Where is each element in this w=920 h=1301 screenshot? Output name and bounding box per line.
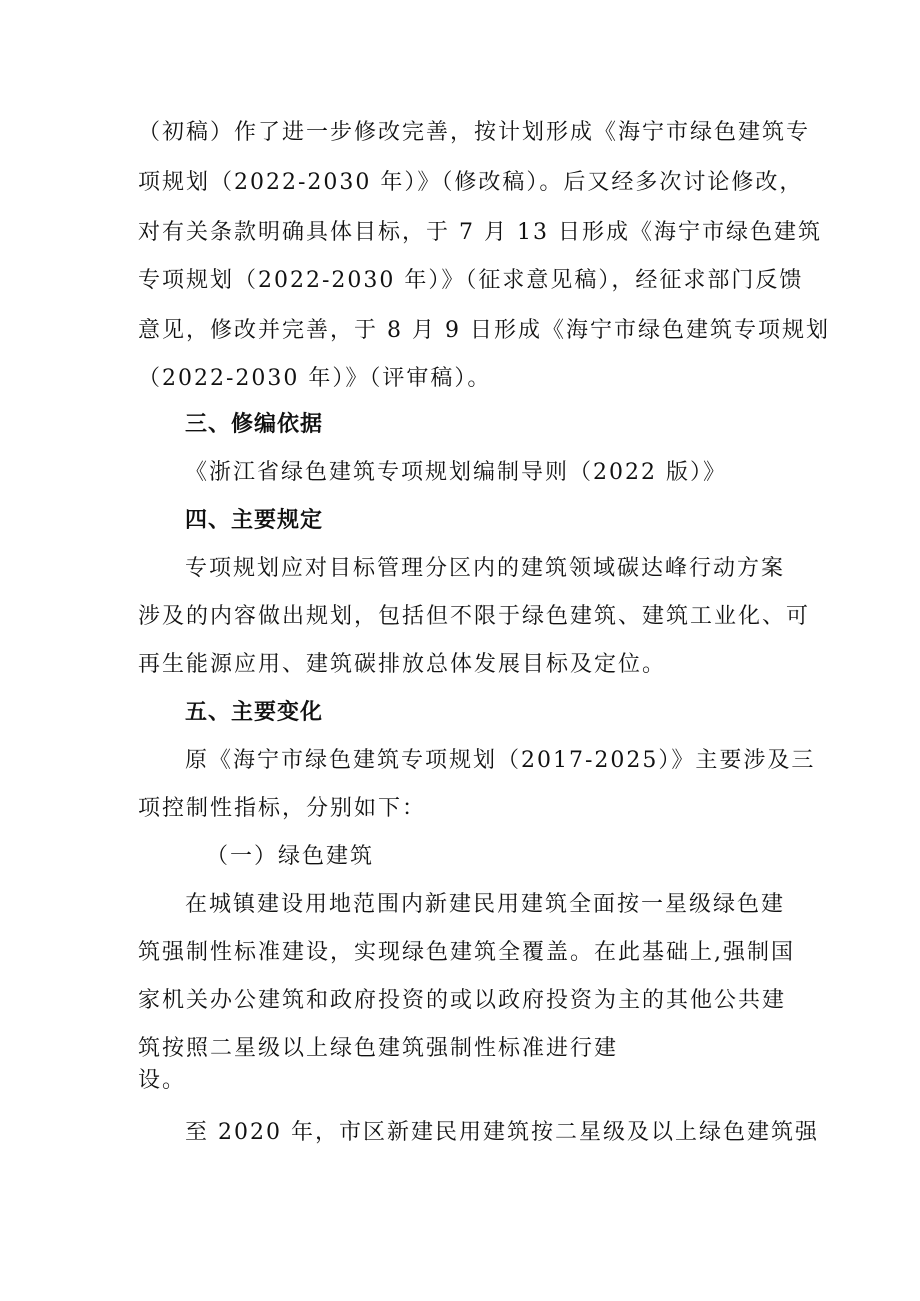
paragraph-line: 《浙江省绿色建筑专项规划编制导则（2022 版）》: [185, 460, 727, 485]
paragraph-line: 至 2020 年，市区新建民用建筑按二星级及以上绿色建筑强: [185, 1120, 819, 1145]
section-heading: 四、主要规定: [185, 508, 324, 533]
paragraph-line: （2022-2030 年）》（评审稿）。: [138, 366, 492, 391]
paragraph-line: 专项规划应对目标管理分区内的建筑领域碳达峰行动方案: [185, 556, 786, 581]
section-heading: 五、主要变化: [185, 700, 324, 725]
paragraph-line: （初稿）作了进一步修改完善，按计划形成《海宁市绿色建筑专: [138, 120, 811, 145]
paragraph-line: 对有关条款明确具体目标，于 7 月 13 日形成《海宁市绿色建筑: [138, 220, 822, 245]
paragraph-line: 再生能源应用、建筑碳排放总体发展目标及定位。: [138, 652, 667, 677]
paragraph-line: 项规划（2022-2030 年）》（修改稿）。后又经多次讨论修改，: [138, 170, 804, 195]
paragraph-line: 项控制性指标，分别如下：: [138, 796, 427, 821]
paragraph-line: 原《海宁市绿色建筑专项规划（2017-2025）》主要涉及三: [185, 748, 816, 773]
paragraph-line: 设。: [138, 1068, 187, 1093]
paragraph-line: 专项规划（2022-2030 年）》（征求意见稿），经征求部门反馈: [138, 268, 804, 293]
paragraph-line: 家机关办公建筑和政府投资的或以政府投资为主的其他公共建: [138, 988, 787, 1013]
paragraph-line: 意见，修改并完善，于 8 月 9 日形成《海宁市绿色建筑专项规划: [138, 318, 830, 343]
section-heading: 三、修编依据: [185, 412, 324, 437]
paragraph-line: 筑按照二星级以上绿色建筑强制性标准进行建: [138, 1036, 619, 1061]
paragraph-line: 筑强制性标准建设，实现绿色建筑全覆盖。在此基础上,强制国: [138, 940, 795, 965]
paragraph-line: 涉及的内容做出规划，包括但不限于绿色建筑、建筑工业化、可: [138, 604, 811, 629]
subsection-heading: （一）绿色建筑: [206, 844, 375, 869]
paragraph-line: 在城镇建设用地范围内新建民用建筑全面按一星级绿色建: [185, 892, 786, 917]
